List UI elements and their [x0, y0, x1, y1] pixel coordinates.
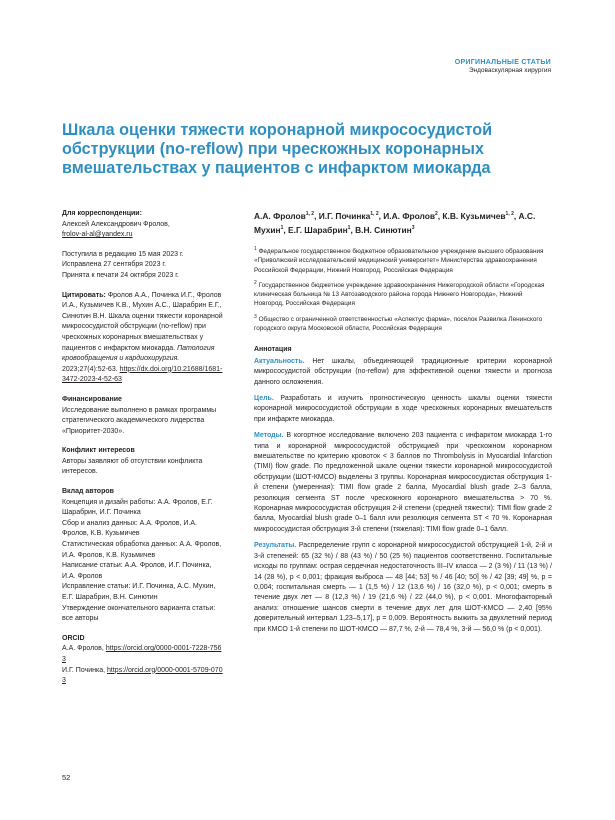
date-received: Поступила в редакцию 15 мая 2023 г. — [62, 250, 184, 258]
main-column — [254, 209, 552, 641]
results-text: Распределение групп с коронарной микрососудистой обструкцией 1-й, 2-й и 3-й степеней: 65 (32 %) / 88 (43 %) / 50 (25 %) пациентов соответственно. Госпитальные исходы по группам: острая сердечная недостаточность III–IV класса — 2 (3 %) / 11 (13 %) / 14 (28 %), p < 0,001; фракция выброса — 48 [44; 53] % / 46 [40; 50] % / 42 [39; 49] %, p = 0,004; госпитальная смерть — 1 (1,5 %) / 12 (13,6 %) / 16 (32,0 %), p < 0,001; смерть в течение двух лет — 8 (12,3 %) / 19 (21,6 %) / 22 (44,0 %), p < 0,001. Многофакторный анализ: отношение шансов смерти в течение двух лет для ШОТ-КМСО — 2,40 [95% доверительный интервал 1,23–5,17], p = 0,009. Вероятность выжить за двухлетний период при КМСО 1-й степени по ШОТ-КМСО — 87,7 %, 2-й — 78,4 %, 3-й — 56,0 % (p < 0,001). — [254, 542, 553, 633]
author-affiliation: 3 — [411, 225, 415, 232]
contribution-line: Концепция и дизайн работы: А.А. Фролов, Е.Г. Шарабрин, И.Г. Починка — [62, 498, 213, 517]
conflict-heading: Конфликт интересов — [62, 447, 135, 455]
abstract-heading: Аннотация — [254, 346, 292, 354]
date-revised: Исправлена 27 сентября 2023 г. — [62, 261, 167, 269]
author-affiliation: 1, 2 — [370, 211, 379, 218]
results-label: Результаты. — [254, 542, 297, 550]
citation-label: Цитировать: — [62, 291, 106, 299]
affiliation-text: Государственное бюджетное учреждение здравоохранения Нижегородской области «Городская клиническая больница № 13 Автозаводского района города Нижнего Новгорода», Нижний Новгород, Российская Федерация — [254, 281, 545, 308]
author-name: К.В. Кузьмичев — [442, 211, 506, 221]
methods-text: В когортное исследование включено 203 пациента с инфарктом миокарда 1-го типа и коронарной микрососудистой обструкцией при чрескожном коронарном вмешательстве по критерию кровоток < 3 баллов по Thrombolysis in Myocardial Infarction (TIMI) flow grade. По предложенной шкале оценки тяжести коронарной микрососудистой обструкции (ШОТ-КМСО) выделены 3 группы. Коронарная микрососудистая обструкция 1-й степени (умеренная): TIMI flow grade 2 балла, Myocardial blush grade 2–3 балла, резолюция сегмента ST после чрескожного коронарного вмешательства > 70 %. Коронарная микрососудистая обструкция 2-й степени (средней тяжести): TIMI flow grade 2 балла, Myocardial blush grade 0–1 балл или резолюция сегмента ST < 70 %. Коронарная микрососудистая обструкция 3-й степени (тяжелая): TIMI flow grade 0–1 балл. — [254, 432, 552, 533]
citation-text: Фролов А.А., Починка И.Г., Фролов И.А., Кузьмичев К.В., Мухин А.С., Шарабрин Е.Г., Синютин В.Н. Шкала оценки тяжести коронарной микрососудистой обструкции (no-reflow) при чрескожных коронарных вмешательствах у пациентов с инфарктом миокарда. — [62, 291, 223, 352]
correspondence-name: Алексей Александрович Фролов, — [62, 220, 170, 228]
aim-text: Разработать и изучить прогностическую ценность шкалы оценки тяжести коронарной микрососудистой обструкции в ходе чрескожных коронарных вмешательств при инфаркте миокарда. — [254, 395, 552, 423]
correspondence-email-link[interactable]: frolov-al-al@yandex.ru — [62, 231, 133, 239]
author-name: И.А. Фролов — [383, 211, 435, 221]
contribution-line: Сбор и анализ данных: А.А. Фролов, И.А. Фролов, К.В. Кузьмичев — [62, 519, 197, 538]
contribution-line: Исправление статьи: И.Г. Починка, А.С. Мухин, Е.Г. Шарабрин, В.Н. Синютин — [62, 583, 216, 601]
author-list: А.А. Фролов$^{1, 2}$, И.Г. Починка$^{1, 2}$, И.А. Фролов$^2$, К.В. Кузьмичев$^{1, 2}$, А.С. Мухин$^1$, Е.Г. Шарабрин$^1$, В.Н. Синютин$^3$ — [254, 211, 536, 235]
contributions-block — [62, 487, 224, 625]
page-number: 52 — [62, 773, 71, 782]
affiliation-item — [254, 247, 552, 275]
subsection-label: Эндоваскулярная хирургия — [468, 67, 551, 74]
funding-text: Исследование выполнено в рамках программы стратегического академического лидерства «Приоритет-2030». — [62, 406, 217, 435]
correspondence-block — [62, 209, 224, 241]
abstract-aim — [254, 394, 552, 425]
conflict-text: Авторы заявляют об отсутствии конфликта интересов. — [62, 457, 203, 476]
citation-block — [62, 291, 224, 386]
affiliation-text: Федеральное государственное бюджетное образовательное учреждение высшего образования «Приволжский исследовательский медицинский университет» Министерства здравоохранения Российской Федерации, Нижний Новгород, Российская Федерация — [254, 248, 544, 274]
relevance-label: Актуальность. — [254, 357, 305, 365]
orcid-block — [62, 634, 224, 687]
date-accepted: Принята к печати 24 октября 2023 г. — [62, 271, 179, 279]
funding-heading: Финансирование — [62, 395, 122, 403]
abstract-methods — [254, 431, 552, 535]
affiliation-number: 1 — [254, 245, 257, 252]
section-label: ОРИГИНАЛЬНЫЕ СТАТЬИ — [454, 59, 551, 66]
author-affiliation: 1, 2 — [305, 211, 315, 218]
citation-details: 2023;27(4):52-63. — [62, 365, 118, 373]
dates-block — [62, 250, 224, 282]
left-sidebar — [62, 209, 224, 696]
author-name: В.Н. Синютин — [355, 225, 412, 235]
author-name: И.Г. Починка — [318, 211, 371, 221]
affiliation-number: 2 — [254, 279, 257, 286]
methods-label: Методы. — [254, 432, 284, 440]
author-affiliation: 1, 2 — [505, 211, 514, 218]
author-name: А.А. Фролов — [254, 211, 306, 221]
affiliation-item — [254, 281, 552, 309]
orcid-link-1[interactable]: https://orcid.org/0000-0001-7228-7563 — [62, 645, 222, 663]
orcid-name-1: А.А. Фролов, — [62, 645, 104, 653]
abstract-relevance — [254, 357, 552, 388]
affiliation-number: 3 — [254, 313, 257, 320]
author-affiliation: 1 — [347, 225, 351, 232]
contribution-line: Статистическая обработка данных: А.А. Фролов, И.А. Фролов, К.В. Кузьмичев — [62, 541, 222, 559]
orcid-heading: ORCID — [62, 634, 85, 642]
relevance-text: Нет шкалы, объединяющей традиционные критерии коронарной микрососудистой обструкции (no-reflow) для эффективной оценки тяжести и прогноза данного осложнения. — [254, 357, 553, 386]
author-affiliation: 2 — [434, 211, 438, 218]
article-title: Шкала оценки тяжести коронарной микрососудистой обструкции (no-reflow) при чрескожных коронарных вмешательствах у пациентов с инфарктом миокарда — [62, 121, 493, 177]
orcid-link-2[interactable]: https://orcid.org/0000-0001-5709-0703 — [62, 666, 223, 685]
contributions-heading: Вклад авторов — [62, 488, 114, 496]
author-name: А.С. Мухин — [254, 211, 536, 235]
citation-doi-link[interactable]: https://dx.doi.org/10.21688/1681-3472-2023-4-52-63 — [62, 365, 223, 384]
funding-block — [62, 395, 224, 437]
author-affiliation: 1 — [280, 225, 284, 232]
abstract-results — [254, 541, 552, 635]
author-name: Е.Г. Шарабрин — [288, 225, 348, 235]
orcid-name-2: И.Г. Починка, — [62, 666, 106, 674]
section-header — [455, 59, 551, 74]
contribution-line: Утверждение окончательного варианта статьи: все авторы — [62, 604, 216, 623]
citation-journal: Патология кровообращения и кардиохирургия. — [62, 344, 215, 363]
affiliation-text: Общество с ограниченной ответственностью «Аспектус фарма», поселок Развилка Ленинского городского округа Московской области, Российская Федерация — [254, 315, 543, 333]
conflict-block — [62, 446, 224, 478]
aim-label: Цель. — [254, 395, 274, 402]
correspondence-heading: Для корреспонденции: — [62, 210, 142, 217]
affiliation-item — [254, 315, 552, 334]
abstract — [254, 345, 552, 635]
contribution-line: Написание статьи: А.А. Фролов, И.Г. Починка, И.А. Фролов — [62, 562, 212, 580]
affiliations — [254, 247, 552, 333]
